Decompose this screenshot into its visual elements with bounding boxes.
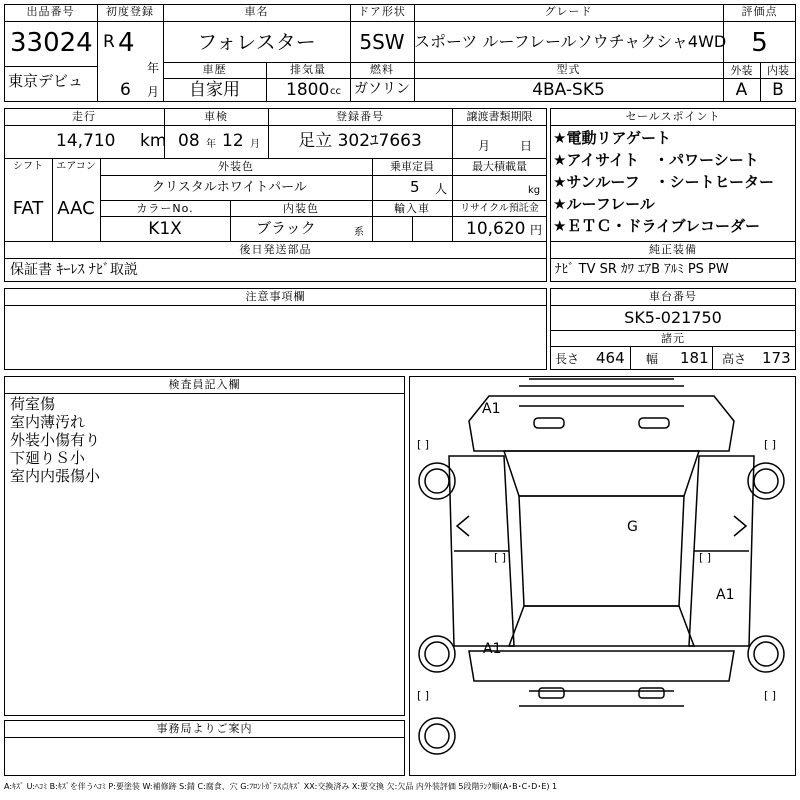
- width-label: 幅: [646, 352, 659, 366]
- transfer-deadline-label: 譲渡書類期限: [466, 110, 533, 123]
- selling-point: ★電動リアゲート: [553, 129, 671, 147]
- interior-grade: B: [772, 80, 784, 100]
- shift: FAT: [12, 198, 44, 219]
- displacement-label: 排気量: [290, 63, 326, 76]
- door-label: ドア形状: [358, 5, 406, 18]
- svg-text:[ ]: [ ]: [764, 438, 777, 451]
- exterior-color: クリスタルホワイトパール: [152, 180, 307, 195]
- chassis-number: SK5-021750: [624, 308, 722, 327]
- lot-tag: 東京デビュ: [8, 72, 84, 90]
- svg-text:[ ]: [ ]: [417, 689, 430, 702]
- selling-point: ★ルーフレール: [553, 195, 655, 213]
- capacity-label: 乗車定員: [390, 160, 434, 173]
- height: 173: [762, 349, 791, 367]
- capacity: 5: [410, 178, 420, 196]
- length: 464: [596, 349, 625, 367]
- later-parts: 保証書 ｷｰﾚｽ ﾅﾋﾞ取説: [10, 262, 138, 278]
- displacement-unit: cc: [330, 86, 341, 97]
- selling-point: ★ＥＴＣ・ドライブレコーダー: [553, 217, 760, 235]
- selling-point: ★サンルーフ ・シートヒーター: [553, 173, 774, 191]
- svg-text:[ ]: [ ]: [699, 551, 712, 564]
- model-code: 4BA-SK5: [532, 80, 605, 100]
- car-name: フォレスター: [197, 30, 316, 54]
- inspector-note: 室内内張傷小: [10, 467, 101, 485]
- damage-mark: G: [627, 519, 638, 535]
- interior-label: 内装: [767, 64, 789, 77]
- color-number: K1X: [148, 219, 182, 239]
- score-label: 評価点: [741, 5, 778, 18]
- inspection-year: 08: [178, 131, 200, 151]
- inspector-note: 荷室傷: [10, 395, 56, 413]
- recycle-fee: 10,620: [466, 219, 526, 239]
- registration-month: 6: [120, 80, 131, 100]
- equipment: ﾅﾋﾞ TV SR ｶﾜ ｴｱB ｱﾙﾐ PS PW: [555, 262, 729, 277]
- transfer-month-unit: 月: [478, 139, 491, 153]
- door-type: 5SW: [359, 30, 405, 54]
- svg-text:[ ]: [ ]: [417, 438, 430, 451]
- first-registration-label: 初度登録: [106, 5, 154, 18]
- month-unit: 月: [147, 85, 160, 99]
- capacity-unit: 人: [435, 182, 448, 196]
- import-label: 輸入車: [394, 202, 430, 215]
- interior-color-unit: 系: [354, 227, 364, 238]
- inspection-month-unit: 月: [250, 139, 260, 150]
- chassis-label: 車台番号: [649, 290, 697, 303]
- svg-text:[ ]: [ ]: [494, 551, 507, 564]
- history-label: 車歴: [202, 63, 227, 76]
- inspection-label: 車検: [204, 110, 228, 123]
- era: R: [103, 32, 115, 52]
- score: 5: [751, 28, 768, 58]
- specs-label: 諸元: [661, 332, 685, 345]
- mileage-unit: km: [140, 131, 167, 151]
- exterior-label: 外装: [730, 64, 753, 77]
- damage-mark: A1: [482, 401, 501, 417]
- aircon-label: エアコン: [56, 161, 96, 172]
- registration-year: 4: [118, 28, 135, 58]
- model-label: 型式: [556, 63, 581, 76]
- width: 181: [680, 349, 709, 367]
- displacement: 1800: [286, 80, 330, 100]
- year-unit: 年: [147, 61, 160, 75]
- car-name-label: 車名: [244, 5, 269, 18]
- grade: スポーツ ルーフレールソウチャクシャ4WD: [414, 32, 727, 51]
- history: 自家用: [189, 80, 240, 100]
- shift-label: シフト: [13, 161, 43, 172]
- inspector-note: 室内薄汚れ: [10, 413, 86, 431]
- inspector-note: 外装小傷有り: [10, 431, 101, 449]
- recycle-label: リサイクル預託金: [460, 203, 539, 214]
- svg-text:[ ]: [ ]: [764, 689, 777, 702]
- selling-points-label: セールスポイント: [625, 110, 721, 123]
- registration-number-label: 登録番号: [336, 110, 384, 123]
- damage-mark: A1: [716, 587, 735, 603]
- inspection-year-unit: 年: [206, 139, 216, 150]
- equipment-label: 純正装備: [649, 243, 697, 256]
- registration-number: 足立 302ﾕ7663: [298, 131, 422, 151]
- fuel-label: 燃料: [370, 63, 394, 76]
- inspector-label: 検査員記入欄: [168, 378, 241, 391]
- interior-color: ブラック: [256, 219, 316, 237]
- mileage-label: 走行: [72, 110, 96, 123]
- exterior-grade: A: [735, 80, 748, 100]
- car-diagram: [409, 376, 796, 776]
- later-parts-label: 後日発送部品: [239, 243, 312, 256]
- damage-mark: A1: [483, 641, 502, 657]
- selling-point: ★アイサイト ・パワーシート: [553, 151, 759, 169]
- notes-label: 注意事項欄: [245, 290, 306, 303]
- recycle-unit: 円: [530, 223, 543, 237]
- length-label: 長さ: [555, 352, 580, 366]
- color-number-label: カラーNo.: [136, 202, 194, 215]
- aircon: AAC: [57, 198, 95, 219]
- grade-label: グレード: [544, 5, 593, 18]
- transfer-day-unit: 日: [520, 139, 533, 153]
- legend: A:ｷｽﾞ U:ﾍｺﾐ B:ｷｽﾞを伴うﾍｺﾐ P:要塗装 W:補修跡 S:錆 C:腐食、穴 G:ﾌﾛﾝﾄｶﾞﾗｽ点ｷｽﾞ XX:交換済み X:要交換 欠:欠品 内外装評価 5段階ﾗﾝｸ順(A･B･C･D･E) 1: [4, 782, 558, 791]
- interior-color-label: 内装色: [283, 202, 319, 215]
- inspector-note: 下廻りＳ小: [10, 449, 86, 467]
- max-load-label: 最大積載量: [472, 160, 527, 173]
- mileage: 14,710: [56, 131, 116, 151]
- lot-number: 33024: [10, 28, 93, 58]
- max-load-unit: kg: [528, 185, 541, 196]
- fuel: ガソリン: [354, 81, 410, 97]
- office-label: 事務局よりご案内: [156, 722, 253, 735]
- exterior-color-label: 外装色: [218, 160, 254, 173]
- inspection-month: 12: [222, 131, 244, 151]
- height-label: 高さ: [722, 352, 747, 366]
- lot-number-label: 出品番号: [26, 5, 75, 18]
